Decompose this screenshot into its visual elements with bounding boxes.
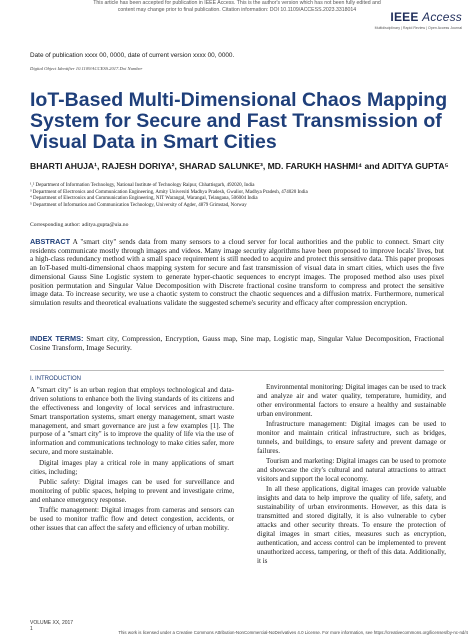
publication-date: Date of publication xxxx 00, 0000, date of current version xxxx 00, 0000.	[30, 52, 235, 59]
affiliation-4: ⁵ Department of Information and Communication Technology, University of Agder, 4879 Grimstad, Norway	[30, 202, 247, 208]
index-terms-label: INDEX TERMS:	[30, 334, 84, 343]
body-paragraph: In all these applications, digital images can provide valuable insights and data to help improve the quality of life, safety, and sustainability of urban environments. However, as this data is transmitted and stored digitally, it is also vulnerable to cyber attacks and other security threats. To ensure the protection of digital images in smart cities, measures such as encryption, authentication, and access control can be implemented to prevent unauthorized access, tampering, or theft of this data. Additionally, it is	[257, 485, 446, 565]
journal-logo-accent: Access	[422, 10, 462, 24]
section-heading: I. INTRODUCTION	[30, 376, 81, 382]
license-text: This work is licensed under a Creative Commons Attribution-NonCommercial-NoDerivatives 4.0 License. For more information, see https://creativecommons.org/licenses/by-nc-nd/4	[118, 630, 468, 635]
right-column	[257, 383, 446, 567]
corresponding-author: Corresponding author: aditya.gupta@uia.no	[30, 222, 129, 228]
body-paragraph: Infrastructure management: Digital images can be used to monitor and maintain critical infrastructure, such as bridges, tunnels, and buildings, to ensure safety and prevent damage or failures.	[257, 420, 446, 455]
journal-logo	[390, 10, 462, 24]
acceptance-note-line-2: content may change prior to final publication. Citation information: DOI 10.1109/ACCESS.2023.3318014	[117, 7, 357, 13]
section-divider	[30, 370, 444, 371]
affiliations	[30, 183, 450, 209]
index-terms	[30, 335, 444, 352]
journal-logo-brand: IEEE	[390, 10, 419, 24]
license-notice	[0, 630, 474, 635]
affiliation-1: ¹,² Department of Information Technology, National Institute of Technology Raipur, Chhattisgarh, 492020, India	[30, 183, 255, 188]
journal-tagline: Multidisciplinary | Rapid Review | Open Access Journal	[374, 26, 462, 30]
doi-line: Digital Object Identifier 10.1109/ACCESS.2017.Doi Number	[30, 66, 143, 71]
volume-label: VOLUME XX, 2017	[30, 620, 74, 626]
page-number: 1	[30, 626, 33, 632]
body-paragraph: Traffic management: Digital images from cameras and sensors can be used to monitor traffic flow and detect congestion, accidents, or other issues that can affect the safety and efficiency of urban mobility.	[30, 506, 234, 532]
body-paragraph: Digital images play a critical role in many applications of smart cities, including;	[30, 458, 234, 476]
body-paragraph: Environmental monitoring: Digital images can be used to track and analyze air and water quality, temperature, humidity, and other environmental factors to ensure a healthy and sustainable urban environment.	[257, 383, 446, 418]
abstract-label: ABSTRACT	[30, 237, 71, 246]
index-terms-text: Smart city, Compression, Encryption, Gauss map, Sine map, Logistic map, Singular Value Decomposition, Fractional Cosine Transform, Image Security.	[30, 334, 445, 352]
left-column	[30, 375, 234, 534]
author-list: BHARTI AHUJA¹, RAJESH DORIYA², SHARAD SALUNKE³, MD. FARUKH HASHMI⁴ and ADITYA GUPTA⁵	[30, 161, 449, 171]
body-paragraph: Tourism and marketing: Digital images can be used to promote and showcase the city's cultural and natural attractions to attract visitors and support the local economy.	[257, 457, 446, 484]
body-paragraph: A "smart city" is an urban region that employs technological and data-driven solutions to enhance both the living standards of its citizens and the effectiveness and longevity of local services and infrastructure. Smart transportation systems, smart energy management, smart waste management, and smart governance are just a few examples [1]. The purpose of a "smart city" is to improve the quality of life via the use of information and communications technology to make cities safer, more secure, and more sustainable.	[30, 385, 234, 457]
body-paragraph: Public safety: Digital images can be used for surveillance and monitoring of public spaces, helping to prevent and investigate crime, and enhance emergency response.	[30, 477, 234, 504]
acceptance-note-line-1: This article has been accepted for publication in IEEE Access. This is the author's version which has not been fully edited and	[93, 0, 381, 6]
affiliation-3: ⁴ Department of Electronics and Communication Engineering, NIT Warangal, Warangal, Telangana, 506004 India	[30, 196, 258, 202]
paper-title: IoT-Based Multi-Dimensional Chaos Mapping System for Secure and Fast Transmission of Visual Data in Smart Cities	[30, 89, 448, 153]
abstract	[30, 238, 444, 308]
affiliation-2: ³ Department of Electronics and Communication Engineering, Amity Universiti Madhya Pradesh, Gwalior, Madhya Pradesh, 474020 India	[30, 189, 308, 195]
abstract-text: A "smart city" sends data from many sensors to a cloud server for local authorities and the public to connect. Smart city residents communicate mostly through images and videos. Many image security algorithms have been proposed to improve locals' lives, but a high-class redundancy method with a small space requirement is still needed to acquire and protect this sensitive data. This paper proposes an IoT-based multi-dimensional chaos mapping system for secure and fast transmission of visual data in smart cities, which uses the five dimensional Gauss Sine Logistic system to generate hyper-chaotic sequences to encrypt images. The proposed method also uses pixel position permutation and Singular Value Decomposition with Discrete fractional cosine transform to compress and protect the sensitive image data. To increase security, we use a chaotic system to construct the chaotic sequences and a diffusion matrix. Furthermore, numerical simulation results and theoretical evaluations validate the suggested scheme's security and efficacy after compression encryption.	[30, 237, 444, 307]
